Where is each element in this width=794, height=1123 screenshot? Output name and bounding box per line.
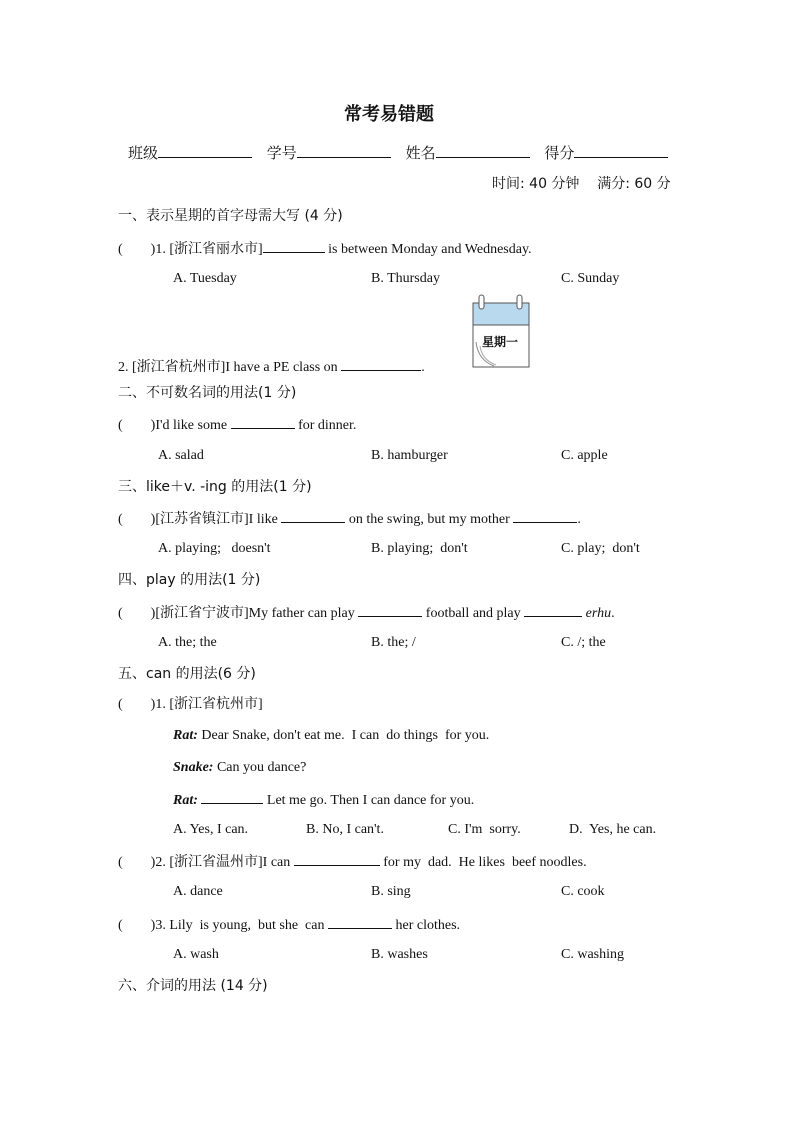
question-5-3 [118, 915, 460, 935]
option-a[interactable]: A. salad [158, 448, 204, 463]
question-text: for my dad. He likes beef noodles. [379, 855, 587, 870]
answer-blank[interactable] [294, 852, 380, 866]
option-c[interactable]: C. Sunday [561, 271, 620, 286]
question-text: 3. Lily is young, but she can [155, 918, 328, 933]
calendar-icon [472, 294, 530, 368]
answer-blank[interactable] [281, 509, 345, 523]
option-a[interactable]: A. playing; doesn't [158, 541, 271, 556]
question-text: on the swing, but my mother [345, 512, 514, 527]
dialogue-line [173, 759, 306, 777]
option-c[interactable]: C. I'm sorry. [448, 822, 521, 837]
question-5-2 [118, 852, 587, 872]
question-1-2 [118, 357, 425, 377]
speaker: Rat: [173, 793, 198, 808]
question-text: 1. [浙江省丽水市] [155, 242, 263, 257]
student-number-field-label: 学号 [266, 144, 297, 162]
option-a[interactable]: A. the; the [158, 635, 217, 650]
option-c[interactable]: C. /; the [561, 635, 606, 650]
question-text: is between Monday and Wednesday. [324, 242, 532, 257]
option-a[interactable]: A. Tuesday [173, 271, 237, 286]
question-text: 2. [浙江省杭州市]I have a PE class on [118, 360, 342, 375]
question-5-1 [118, 696, 263, 714]
option-a[interactable]: A. dance [173, 884, 223, 899]
answer-paren[interactable]: ( ) [118, 512, 156, 527]
option-b[interactable]: B. the; / [371, 635, 416, 650]
answer-blank[interactable] [263, 239, 325, 253]
question-1-1 [118, 239, 532, 259]
option-b[interactable]: B. playing; don't [371, 541, 468, 556]
answer-blank[interactable] [358, 603, 422, 617]
dialogue-line [173, 790, 474, 810]
option-b[interactable]: B. No, I can't. [306, 822, 384, 837]
question-text-italic: erhu [585, 606, 612, 621]
option-b[interactable]: B. sing [371, 884, 411, 899]
dialogue-line [173, 727, 489, 745]
score-field-blank[interactable] [574, 144, 668, 158]
option-c[interactable]: C. play; don't [561, 541, 640, 556]
section-heading: 一、表示星期的首字母需大写 (4 分) [118, 208, 343, 224]
answer-blank[interactable] [513, 509, 577, 523]
answer-paren[interactable]: ( ) [118, 242, 156, 257]
score-field-label: 得分 [544, 144, 575, 162]
answer-blank[interactable] [341, 357, 421, 371]
name-field-blank[interactable] [436, 144, 530, 158]
option-c[interactable]: C. cook [561, 884, 605, 899]
question-text: for dinner. [294, 418, 357, 433]
calendar-picture [472, 294, 530, 368]
dialogue-text: Let me go. Then I can dance for you. [263, 793, 475, 808]
question-4-1 [118, 603, 615, 623]
section-heading: 五、can 的用法(6 分) [118, 666, 256, 682]
option-b[interactable]: B. Thursday [371, 271, 440, 286]
dialogue-text: Can you dance? [213, 760, 307, 775]
answer-blank[interactable] [201, 790, 263, 804]
question-text: [浙江省宁波市]My father can play [155, 606, 359, 621]
question-text: [江苏省镇江市]I like [155, 512, 282, 527]
answer-blank[interactable] [328, 915, 392, 929]
section-heading: 三、like＋v. -ing 的用法(1 分) [118, 479, 312, 495]
option-a[interactable]: A. wash [173, 947, 219, 962]
section-heading: 二、不可数名词的用法(1 分) [118, 385, 297, 401]
answer-paren[interactable]: ( ) [118, 918, 156, 933]
header-fields [128, 144, 678, 162]
exam-info: 时间: 40 分钟 满分: 60 分 [492, 176, 671, 192]
name-field-label: 姓名 [405, 144, 436, 162]
question-text: her clothes. [391, 918, 461, 933]
option-c[interactable]: C. washing [561, 947, 624, 962]
option-a[interactable]: A. Yes, I can. [173, 822, 249, 837]
answer-paren[interactable]: ( ) [118, 697, 156, 712]
answer-paren[interactable]: ( ) [118, 855, 156, 870]
speaker: Snake: [173, 760, 214, 775]
class-field-blank[interactable] [158, 144, 252, 158]
question-text: I'd like some [155, 418, 231, 433]
question-2-1 [118, 415, 356, 435]
answer-blank[interactable] [231, 415, 295, 429]
section-heading: 六、介词的用法 (14 分) [118, 978, 268, 994]
option-b[interactable]: B. hamburger [371, 448, 448, 463]
option-b[interactable]: B. washes [371, 947, 428, 962]
answer-blank[interactable] [524, 603, 582, 617]
question-text: 1. [浙江省杭州市] [155, 697, 263, 712]
question-text: football and play [422, 606, 525, 621]
option-d[interactable]: D. Yes, he can. [569, 822, 657, 837]
question-text: . [611, 606, 615, 621]
question-text: . [577, 512, 581, 527]
speaker: Rat: [173, 728, 198, 743]
class-field-label: 班级 [128, 144, 159, 162]
page-title: 常考易错题 [344, 104, 434, 125]
question-text: . [421, 360, 425, 375]
section-heading: 四、play 的用法(1 分) [118, 572, 261, 588]
answer-paren[interactable]: ( ) [118, 606, 156, 621]
question-text: 2. [浙江省温州市]I can [155, 855, 294, 870]
option-c[interactable]: C. apple [561, 448, 608, 463]
student-number-field-blank[interactable] [297, 144, 391, 158]
dialogue-text: Dear Snake, don't eat me. I can do things for you. [197, 728, 490, 743]
answer-paren[interactable]: ( ) [118, 418, 156, 433]
calendar-label: 星期一 [482, 335, 519, 349]
question-3-1 [118, 509, 581, 529]
